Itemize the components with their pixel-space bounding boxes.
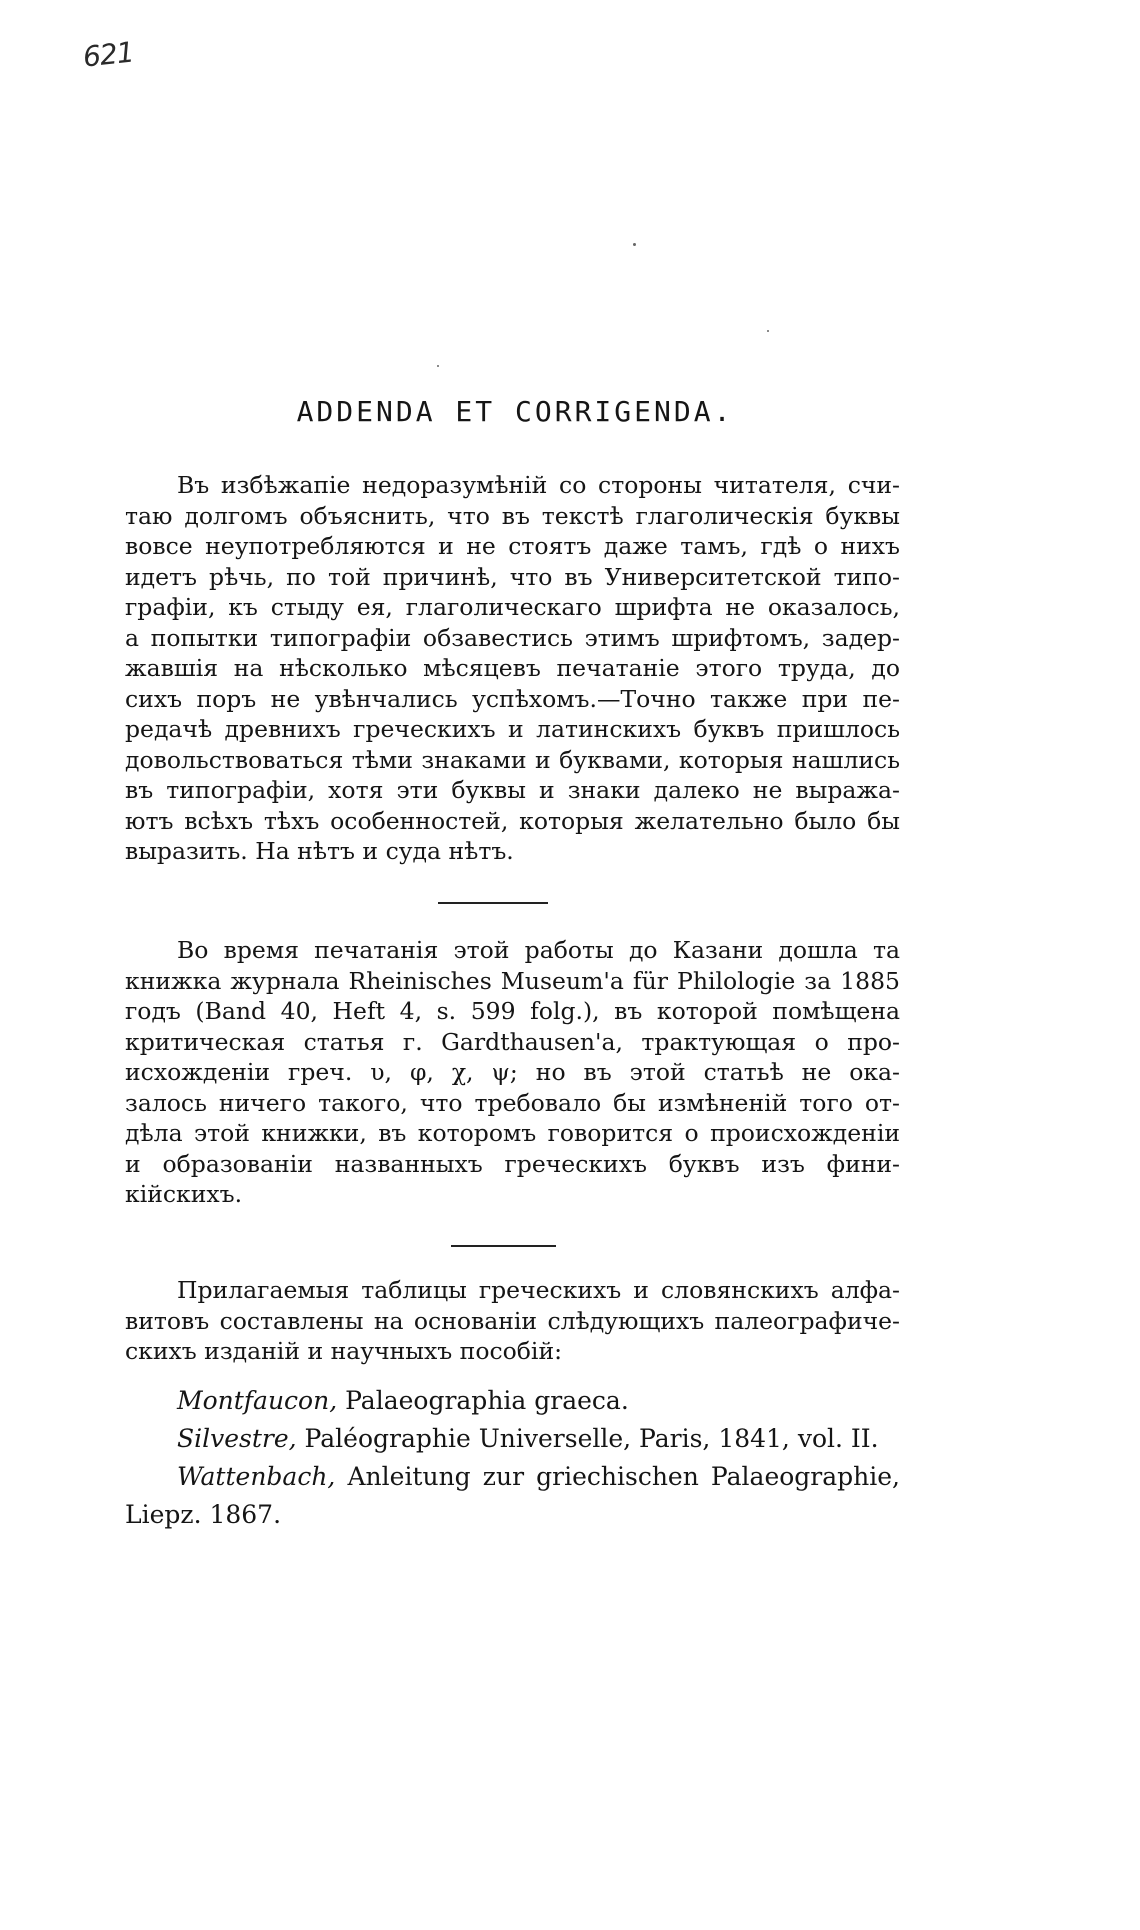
text-line: идетъ рѣчь, по той причинѣ, что въ Университетской типо- <box>125 562 900 591</box>
text-line: сихъ поръ не увѣнчались успѣхомъ.—Точно также при пе- <box>125 684 900 713</box>
text-line: таю долгомъ объяснить, что въ текстѣ глаголическія буквы <box>125 501 900 530</box>
reference-item <box>125 1458 900 1534</box>
text-line: витовъ составлены на основаніи слѣдующихъ палеографиче- <box>125 1306 900 1335</box>
text-line: залось ничего такого, что требовало бы измѣненій того от- <box>125 1088 900 1117</box>
speck <box>767 330 769 332</box>
text-line: и образованіи названныхъ греческихъ буквъ изъ фини- <box>125 1149 900 1178</box>
reference-author: Wattenbach, <box>177 1462 336 1491</box>
text-line: кійскихъ. <box>125 1180 243 1208</box>
speck <box>633 243 636 246</box>
reference-work: Anleitung zur griechischen Palaeographie, Liepz. 1867. <box>125 1462 900 1529</box>
text-line: Во время печатанія этой работы до Казани дошла та <box>177 936 900 964</box>
text-line: Прилагаемыя таблицы греческихъ и словянскихъ алфа- <box>177 1276 900 1304</box>
reference-author: Montfaucon, <box>177 1386 338 1415</box>
text-line: въ типографіи, хотя эти буквы и знаки далеко не выража- <box>125 776 900 804</box>
handwritten-page-number: 621 <box>81 35 136 74</box>
text-line: вовсе неупотребляются и не стоятъ даже тамъ, гдѣ о нихъ <box>125 532 900 560</box>
text-line: исхожденіи греч. υ, φ, χ, ψ; но въ этой статьѣ не ока- <box>125 1058 900 1086</box>
text-line: книжка журнала Rheinisches Museum'а für Philologie за 1885 <box>125 966 900 995</box>
text-line: довольствоваться тѣми знаками и буквами, которыя нашлись <box>125 745 900 774</box>
text-line: скихъ изданій и научныхъ пособій: <box>125 1337 563 1365</box>
reference-author: Silvestre, <box>177 1424 297 1453</box>
section-divider <box>451 1245 556 1247</box>
text-line: выразить. На нѣтъ и суда нѣтъ. <box>125 837 514 865</box>
reference-item <box>125 1382 900 1420</box>
paragraph-typography-note <box>125 470 900 867</box>
text-line: ютъ всѣхъ тѣхъ особенностей, которыя желательно было бы <box>125 806 900 835</box>
reference-item <box>125 1420 900 1458</box>
reference-work: Paléographie Universelle, Paris, 1841, vol. II. <box>296 1424 879 1453</box>
text-line: а попытки типографіи обзавестись этимъ шрифтомъ, задер- <box>125 623 900 652</box>
paragraph-gardthausen-note <box>125 935 900 1210</box>
text-line: годъ (Band 40, Heft 4, s. 599 folg.), въ которой помѣщена <box>125 997 900 1025</box>
text-line: критическая статья г. Gardthausen'а, трактующая о про- <box>125 1027 900 1056</box>
text-line: Въ избѣжапіе недоразумѣній со стороны читателя, счи- <box>177 471 900 499</box>
text-line: графіи, къ стыду ея, глаголическаго шрифта не оказалось, <box>125 593 900 621</box>
speck <box>437 365 439 367</box>
section-divider <box>438 902 548 904</box>
text-line: дѣла этой книжки, въ которомъ говорится о происхожденіи <box>125 1119 900 1147</box>
text-line: редачѣ древнихъ греческихъ и латинскихъ буквъ пришлось <box>125 715 900 743</box>
paragraph-sources-intro <box>125 1275 900 1367</box>
text-line: жавшія на нѣсколько мѣсяцевъ печатаніе этого труда, до <box>125 654 900 682</box>
page-title: ADDENDA ET CORRIGENDA. <box>296 395 734 428</box>
reference-list <box>125 1382 900 1534</box>
reference-work: Palaeographia graeca. <box>337 1386 629 1415</box>
